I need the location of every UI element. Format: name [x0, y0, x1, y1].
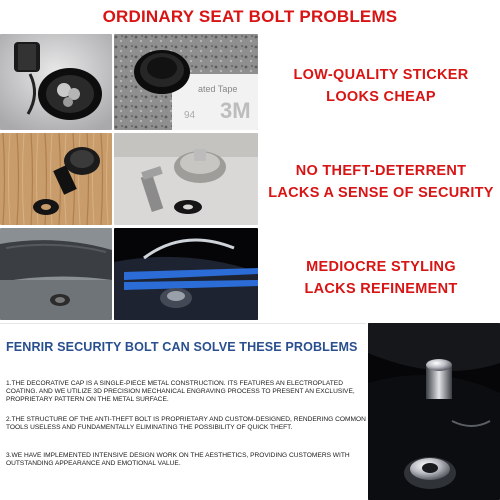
problem-3-line2: LACKS REFINEMENT: [304, 281, 458, 297]
sticker-number: 94: [184, 110, 196, 121]
solution-point-3: 3.WE HAVE IMPLEMENTED INTENSIVE DESIGN WORK ON THE AESTHETICS, PROVIDING CUSTOMERS WITH OUTSTANDING APPEARANCE AND EMOTIONAL VALUE.: [6, 452, 350, 467]
section-divider: [0, 323, 366, 324]
sticker-brand-text: 3M: [220, 98, 251, 123]
sticker-backing-photo: [114, 34, 258, 130]
page-title: ORDINARY SEAT BOLT PROBLEMS: [102, 7, 398, 26]
sticker-fine-print: ated Tape: [198, 84, 238, 94]
problem-1-text: [262, 64, 500, 108]
problem-1-line1: LOW-QUALITY STICKER: [293, 67, 469, 83]
problem-2-line2: LACKS A SENSE OF SECURITY: [268, 185, 494, 201]
solution-point-2: 2.THE STRUCTURE OF THE ANTI-THEFT BOLT IS PROPRIETARY AND CUSTOM-DESIGNED, RENDERING COMMON TOOLS USELESS AND FUNDAMENTALLY ELIMINATING THE POSSIBILITY OF QUICK THEFT.: [6, 416, 366, 431]
solution-point-1: 1.THE DECORATIVE CAP IS A SINGLE-PIECE METAL CONSTRUCTION. ITS FEATURES AN ELECTROPLATED COATING. AND WE UTILIZE 3D PRECISION MECHANICAL ENGRAVING PROCESS TO PRESENT AN EXCLUSIVE, PROPRIETARY PATTERN ON THE METAL SURFACE.: [6, 380, 355, 403]
problem-3-text: [262, 256, 500, 300]
bolt-on-fender-photo: [114, 228, 258, 320]
bolt-and-washer-photo: [0, 133, 112, 225]
common-bolt-photo: [114, 133, 258, 225]
solution-title: FENRIR SECURITY BOLT CAN SOLVE THESE PROBLEMS: [6, 340, 358, 354]
problem-3-line1: MEDIOCRE STYLING: [306, 259, 456, 275]
fenrir-bolt-photo: [368, 323, 500, 500]
bolt-with-sticker-photo: [0, 34, 112, 130]
problem-2-line1: NO THEFT-DETERRENT: [295, 163, 467, 179]
problem-2-text: [262, 160, 500, 204]
problem-1-line2: LOOKS CHEAP: [326, 89, 436, 105]
motorcycle-seat-photo: [0, 228, 112, 320]
